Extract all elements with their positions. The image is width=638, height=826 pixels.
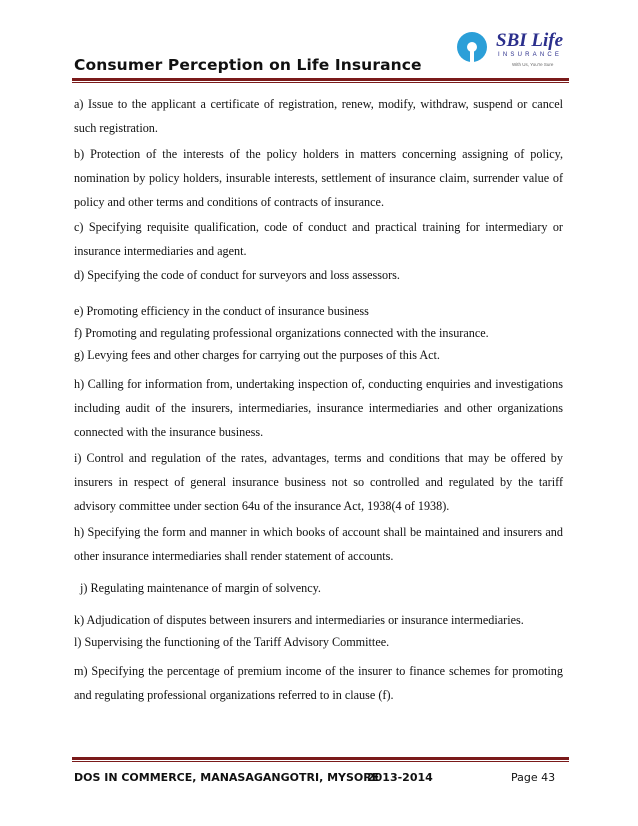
paragraph-k: k) Adjudication of disputes between insurers and intermediaries or insurance intermediaries.	[74, 613, 524, 627]
footer-rule	[72, 757, 569, 760]
paragraph-m: m) Specifying the percentage of premium income of the insurer to finance schemes for promoting and regulating professional organizations referred to in clause (f).	[74, 664, 563, 702]
footer-rule-thin	[72, 761, 569, 762]
footer-department: DOS IN COMMERCE, MANASAGANGOTRI, MYSORE	[74, 771, 380, 784]
paragraph-h2: h) Specifying the form and manner in which books of account shall be maintained and insurers and other insurance intermediaries shall render statement of accounts.	[74, 525, 563, 563]
header-rule-thin	[72, 82, 569, 83]
paragraph-a: a) Issue to the applicant a certificate of registration, renew, modify, withdraw, suspend or cancel such registration.	[74, 97, 563, 135]
paragraph-d: d) Specifying the code of conduct for surveyors and loss assessors.	[74, 268, 400, 282]
paragraph-l: l) Supervising the functioning of the Tariff Advisory Committee.	[74, 635, 390, 649]
sbi-logo-icon	[452, 30, 492, 64]
footer-year: 2013-2014	[367, 771, 433, 784]
sbi-life-logo	[452, 30, 572, 74]
page-header-title: Consumer Perception on Life Insurance	[74, 56, 422, 74]
paragraph-i: i) Control and regulation of the rates, advantages, terms and conditions that may be offered by insurers in respect of general insurance business not so controlled and regulated by the tariff advisory committee under section 64u of the insurance Act, 1938(4 of 1938).	[74, 451, 563, 513]
logo-tagline: With Us, You're Sure	[512, 62, 554, 67]
header-rule	[72, 78, 569, 81]
footer-page-number: Page 43	[511, 771, 556, 784]
paragraph-c: c) Specifying requisite qualification, code of conduct and practical training for intermediary or insurance intermediaries and agent.	[74, 220, 563, 258]
paragraph-f: f) Promoting and regulating professional organizations connected with the insurance.	[74, 326, 489, 340]
paragraph-b: b) Protection of the interests of the policy holders in matters concerning assigning of policy, nomination by policy holders, insurable interests, settlement of insurance claim, surrender value of policy and other terms and conditions of contracts of insurance.	[74, 147, 563, 209]
paragraph-j: j) Regulating maintenance of margin of solvency.	[80, 581, 321, 595]
paragraph-e: e) Promoting efficiency in the conduct of insurance business	[74, 304, 369, 318]
logo-wordmark: SBI Life	[496, 30, 564, 51]
paragraph-g: g) Levying fees and other charges for carrying out the purposes of this Act.	[74, 348, 440, 362]
paragraph-h1: h) Calling for information from, undertaking inspection of, conducting enquiries and investigations including audit of the insurers, intermediaries, insurance intermediaries and other organizations connected with the insurance business.	[74, 377, 563, 439]
logo-subtitle: INSURANCE	[498, 52, 563, 58]
